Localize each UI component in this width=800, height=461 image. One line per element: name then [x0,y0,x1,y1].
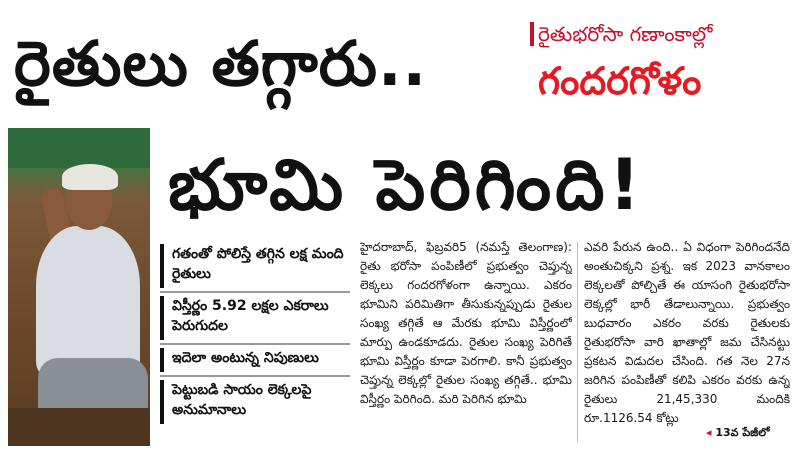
photo-trees [8,128,150,168]
sub-headline: భూమి పెరిగింది! [168,144,645,226]
highlight-item: గతంతో పోలిస్తే తగ్గిన లక్ష మంది రైతులు [160,244,350,288]
continuation-link[interactable] [706,424,796,442]
photo-turban [62,164,118,190]
highlight-divider [160,291,350,293]
article-column-1: హైదరాబాద్, ఫిబ్రవరి5 (నమస్తే తెలంగాణ): రైతు భరోసా పంపిణీలో ప్రభుత్వం చెప్తున్న లెక్కలు గందరగోళంగా ఉన్నాయి. ఎకరం భూమిని పరిమితిగా తీసుకున్నప్పుడు రైతుల సంఖ్య తగ్గితే ఆ మేరకు భూమి విస్తీర్ణంలో మార్పు ఉండకూడదు. రైతుల సంఖ్య పెరిగితే భూమి విస్తీర్ణం కూడా పెరగాలి. కానీ ప్రభుత్వం చెప్తున్న లెక్కల్లో రైతుల సంఖ్య తగ్గితే.. భూమి విస్తీర్ణం పెరిగింది. మరి పెరిగిన భూమి [360,240,572,406]
side-headline-box [530,14,790,114]
highlight-item: ఇదెలా అంటున్న నిపుణులు [160,348,350,372]
main-headline: రైతులు తగ్గారు.. [14,27,428,100]
highlight-item: పెట్టుబడి సాయం లెక్కలపై అనుమానాలు [160,380,350,424]
photo-soil [8,408,150,446]
arrow-icon: ◂ [706,426,712,439]
photo-shirt [36,226,140,376]
highlights-list [160,244,350,440]
column-divider [577,242,578,442]
highlight-item: విస్తీర్ణం 5.92 లక్షల ఎకరాలు పెరుగుదల [160,296,350,340]
article-column-2: ఎవరి పేరున ఉంది.. ఏ విధంగా పెరిగిందనేది అంతుచిక్కని ప్రశ్న. ఇక 2023 వానకాలం లెక్కలతో పోల్చితే ఈ యాసంగి రైతుభరోసా లెక్కల్లో భారీ తేడాలున్నాయి. ప్రభుత్వం బుధవారం ఎకరం వరకు రైతులకు రైతుభరోసా వారి ఖాతాల్లో జమ చేసినట్టు ప్రకటన విడుదల చేసింది. గత నెల 27న జరిగిన పంపిణీతో కలిపి ఎకరం వరకు ఉన్న రైతులు 21,45,330 మందికి రూ.1126.54 కోట్లు [584,240,790,425]
side-title: గందరగోళం [538,59,702,103]
continuation-label: 13వ పేజీలో [715,426,770,439]
highlight-divider [160,343,350,345]
side-kicker: రైతుభరోసా గణాంకాల్లో [538,18,788,50]
highlight-divider [160,375,350,377]
farmer-photo [8,128,150,446]
